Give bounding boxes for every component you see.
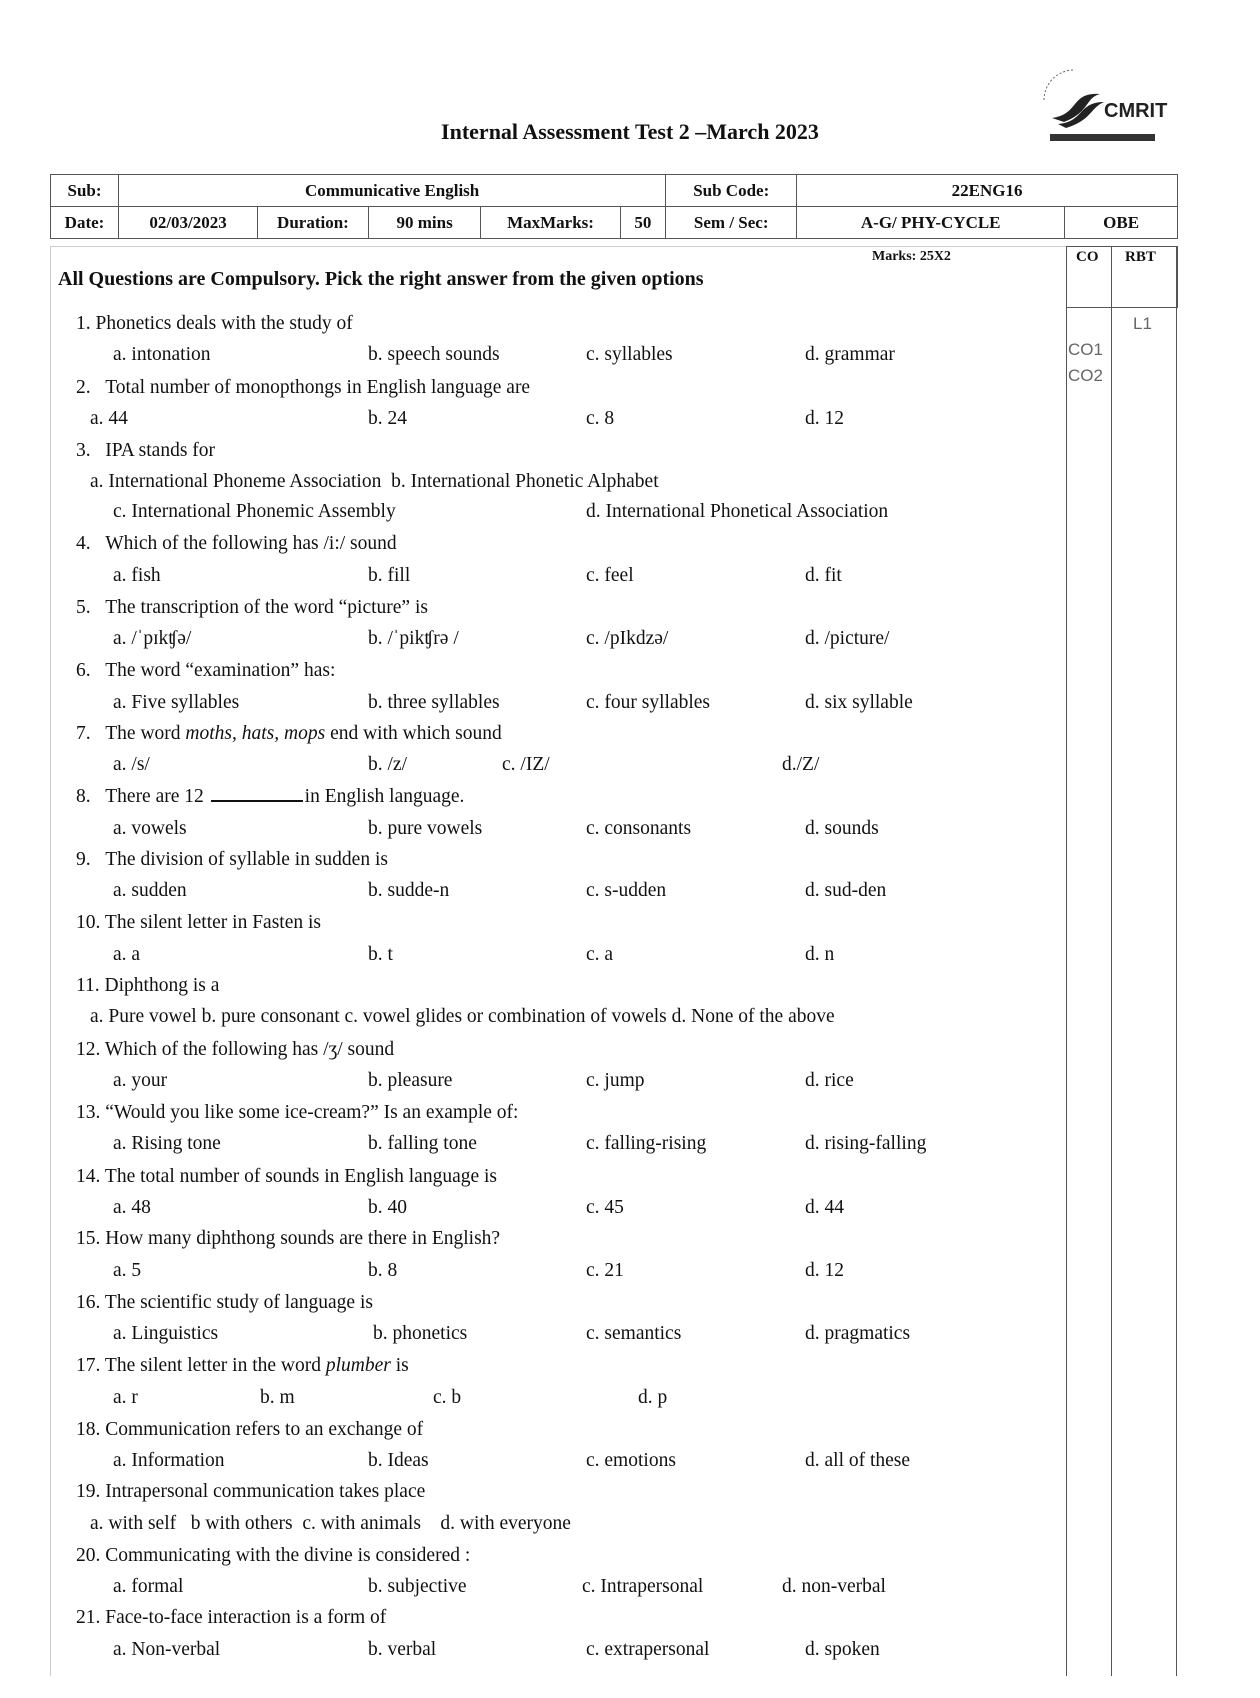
question-10: 10. The silent letter in Fasten is xyxy=(76,912,321,933)
obe-label: OBE xyxy=(1065,207,1178,239)
duration-label: Duration: xyxy=(258,207,369,239)
question-1: 1. Phonetics deals with the study of xyxy=(76,313,353,334)
option: a. /s/ xyxy=(113,754,150,775)
option: a. International Phoneme Association b. International Phonetic Alphabet xyxy=(90,471,659,492)
option: a. 48 xyxy=(113,1197,151,1218)
option: d. grammar xyxy=(805,344,895,365)
question-14: 14. The total number of sounds in English language is xyxy=(76,1166,498,1187)
option: c. /pIkdzə/ xyxy=(586,628,669,649)
question-11: 11. Diphthong is a xyxy=(76,975,220,996)
max-marks-label: MaxMarks: xyxy=(481,207,620,239)
option: b. /ˈpikʧrə / xyxy=(368,628,459,649)
option: b. Ideas xyxy=(368,1450,429,1471)
option: c. emotions xyxy=(586,1450,676,1471)
sem-sec-value: A-G/ PHY-CYCLE xyxy=(797,207,1065,239)
option: d. non-verbal xyxy=(782,1576,886,1597)
sub-code-label: Sub Code: xyxy=(666,175,797,207)
option: c. 8 xyxy=(586,408,615,429)
header-table xyxy=(50,174,1178,239)
option: c. extrapersonal xyxy=(586,1639,710,1660)
option: d. International Phonetical Association xyxy=(586,501,889,522)
option: d. pragmatics xyxy=(805,1323,911,1344)
option: a. sudden xyxy=(113,880,187,901)
option: b. sudde-n xyxy=(368,880,450,901)
option: d. rice xyxy=(805,1070,854,1091)
option: c. b xyxy=(433,1387,462,1408)
option: d. 12 xyxy=(805,408,844,429)
question-21: 21. Face-to-face interaction is a form of xyxy=(76,1607,387,1628)
option: a. intonation xyxy=(113,344,211,365)
option: c. 45 xyxy=(586,1197,624,1218)
date-value: 02/03/2023 xyxy=(119,207,258,239)
option: c. four syllables xyxy=(586,692,711,713)
option: c. feel xyxy=(586,565,634,586)
option: a. with self b with others c. with animals d. with everyone xyxy=(90,1513,571,1534)
option: b. fill xyxy=(368,565,411,586)
option: a. 44 xyxy=(90,408,128,429)
option: d. six syllable xyxy=(805,692,913,713)
max-marks-value: 50 xyxy=(620,207,666,239)
option: c. /IZ/ xyxy=(502,754,550,775)
question-16: 16. The scientific study of language is xyxy=(76,1292,373,1313)
date-label: Date: xyxy=(51,207,119,239)
option: d. 44 xyxy=(805,1197,844,1218)
option: a. Linguistics xyxy=(113,1323,219,1344)
option: b. verbal xyxy=(368,1639,437,1660)
option: b. 24 xyxy=(368,408,407,429)
sub-label: Sub: xyxy=(51,175,119,207)
option: b. subjective xyxy=(368,1576,467,1597)
option: a. Information xyxy=(113,1450,225,1471)
option: a. 5 xyxy=(113,1260,142,1281)
question-17: 17. The silent letter in the word plumber is xyxy=(76,1355,409,1376)
option: d. /picture/ xyxy=(805,628,890,649)
question-3: 3. IPA stands for xyxy=(76,440,216,461)
left-margin-line xyxy=(50,246,51,1676)
option: c. jump xyxy=(586,1070,645,1091)
rbt-col-right-border xyxy=(1176,246,1177,1676)
marks-note: Marks: 25X2 xyxy=(872,249,951,264)
rbt-value: L1 xyxy=(1133,314,1152,333)
option: b. 8 xyxy=(368,1260,398,1281)
section-top-line xyxy=(50,246,1066,247)
question-12: 12. Which of the following has /ʒ/ sound xyxy=(76,1039,395,1060)
option: a. Rising tone xyxy=(113,1133,221,1154)
option: b. three syllables xyxy=(368,692,500,713)
question-18: 18. Communication refers to an exchange of xyxy=(76,1419,424,1440)
option: b. pleasure xyxy=(368,1070,453,1091)
co-value-2: CO2 xyxy=(1068,366,1103,385)
question-2: 2. Total number of monopthongs in English language are xyxy=(76,377,531,398)
option: d. spoken xyxy=(805,1639,880,1660)
option: c. syllables xyxy=(586,344,673,365)
question-4: 4. Which of the following has /i:/ sound xyxy=(76,533,397,554)
duration-value: 90 mins xyxy=(368,207,481,239)
question-7: 7. The word moths, hats, mops end with which sound xyxy=(76,723,502,744)
option: c. a xyxy=(586,944,614,965)
option: c. falling-rising xyxy=(586,1133,707,1154)
option: b. t xyxy=(368,944,393,965)
option: d. n xyxy=(805,944,835,965)
option: d. rising-falling xyxy=(805,1133,927,1154)
option: a. fish xyxy=(113,565,161,586)
option: a. Five syllables xyxy=(113,692,240,713)
option: b. pure vowels xyxy=(368,818,483,839)
question-13: 13. “Would you like some ice-cream?” Is an example of: xyxy=(76,1102,519,1123)
subject-name: Communicative English xyxy=(119,175,666,207)
option: c. consonants xyxy=(586,818,692,839)
option: d. all of these xyxy=(805,1450,911,1471)
question-19: 19. Intrapersonal communication takes place xyxy=(76,1481,426,1502)
instructions: All Questions are Compulsory. Pick the right answer from the given options xyxy=(58,268,704,290)
option: d. 12 xyxy=(805,1260,844,1281)
option: d. fit xyxy=(805,565,842,586)
option: d./Z/ xyxy=(782,754,820,775)
question-5: 5. The transcription of the word “picture” is xyxy=(76,597,428,618)
option: b. m xyxy=(260,1387,295,1408)
sem-sec-label: Sem / Sec: xyxy=(666,207,797,239)
option: a. Pure vowel b. pure consonant c. vowel glides or combination of vowels d. None of the above xyxy=(90,1006,835,1027)
option: a. r xyxy=(113,1387,138,1408)
page-title: Internal Assessment Test 2 –March 2023 xyxy=(441,119,819,144)
option: d. sounds xyxy=(805,818,879,839)
co-col-left-border xyxy=(1066,246,1067,1676)
option: c. 21 xyxy=(586,1260,624,1281)
option: c. s-udden xyxy=(586,880,667,901)
option: b. speech sounds xyxy=(368,344,500,365)
co-rbt-divider xyxy=(1111,246,1112,1676)
question-15: 15. How many diphthong sounds are there in English? xyxy=(76,1228,501,1249)
option: a. /ˈpɪkʧə/ xyxy=(113,628,192,649)
option: a. a xyxy=(113,944,141,965)
option: b. /z/ xyxy=(368,754,407,775)
option: c. semantics xyxy=(586,1323,682,1344)
option: a. vowels xyxy=(113,818,187,839)
co-header: CO xyxy=(1076,249,1099,265)
option: c. Intrapersonal xyxy=(582,1576,704,1597)
option: c. International Phonemic Assembly xyxy=(113,501,396,522)
question-6: 6. The word “examination” has: xyxy=(76,660,336,681)
option: d. sud-den xyxy=(805,880,887,901)
answer-blank xyxy=(211,786,303,802)
option: a. Non-verbal xyxy=(113,1639,221,1660)
question-20: 20. Communicating with the divine is considered : xyxy=(76,1545,471,1566)
option: a. formal xyxy=(113,1576,184,1597)
question-9: 9. The division of syllable in sudden is xyxy=(76,849,388,870)
question-8: 8. There are 12 in English language. xyxy=(76,786,465,807)
option: b. falling tone xyxy=(368,1133,477,1154)
option: b. phonetics xyxy=(373,1323,468,1344)
option: b. 40 xyxy=(368,1197,407,1218)
option: d. p xyxy=(638,1387,668,1408)
rbt-header: RBT xyxy=(1125,249,1156,265)
co-value-1: CO1 xyxy=(1068,340,1103,359)
option: a. your xyxy=(113,1070,168,1091)
logo-brand: CMRIT xyxy=(1104,100,1168,122)
sub-code-value: 22ENG16 xyxy=(797,175,1178,207)
